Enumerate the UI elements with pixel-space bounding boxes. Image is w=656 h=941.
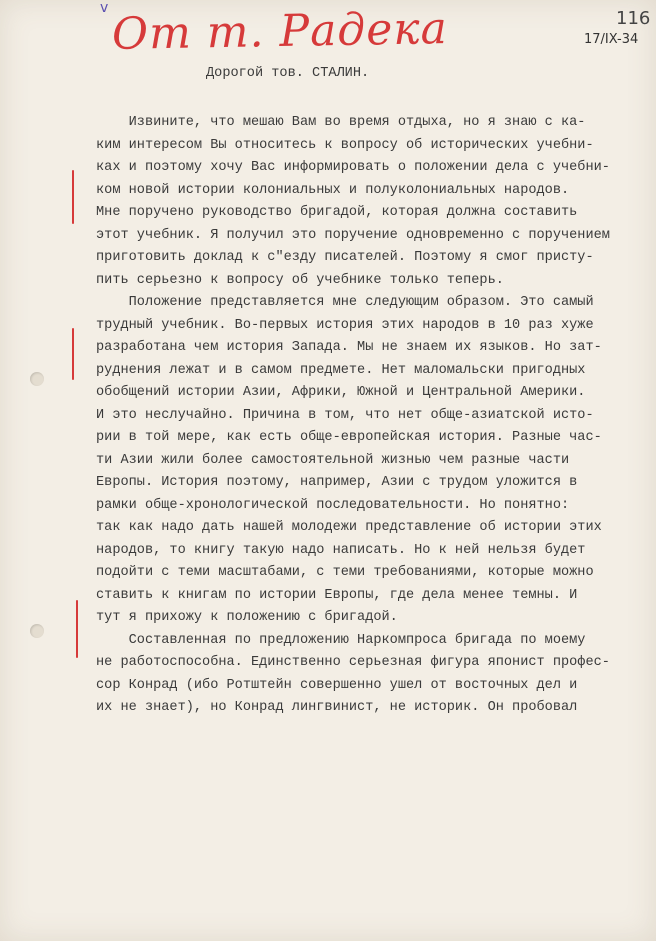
text-line: так как надо дать нашей молодежи представление об истории этих — [96, 520, 602, 535]
text-line: Мне поручено руководство бригадой, которая должна составить — [96, 205, 578, 220]
text-line: ком новой истории колониальных и полуколониальных народов. — [96, 182, 570, 198]
text-line: ти Азии жили более самостоятельной жизнью чем разные части — [96, 452, 570, 468]
text-line: пить серьезно к вопросу об учебнике только теперь. — [96, 272, 504, 288]
text-line: их не знает), но Конрад лингвинист, не историк. Он пробовал — [96, 700, 578, 715]
text-line: Европы. История поэтому, например, Азии с трудом уложится в — [96, 475, 578, 490]
handwritten-date: 17/IX-34 — [584, 32, 639, 47]
red-margin-mark — [72, 328, 74, 380]
red-margin-mark — [76, 600, 78, 658]
page-number: 116 — [616, 8, 651, 29]
text-line: подойти с теми масштабами, с теми требованиями, которые можно — [96, 565, 594, 580]
text-line: Составленная по предложению Наркомпроса бригада по моему — [96, 632, 586, 648]
text-line: приготовить доклад к с"езду писателей. Поэтому я смог присту- — [96, 250, 594, 265]
handwritten-title: От т. Радека — [111, 3, 449, 60]
text-line: ках и поэтому хочу Вас информировать о положении дела с учебни- — [96, 160, 610, 175]
text-line: рамки обще-хронологической последовательности. Но понятно: — [96, 497, 570, 513]
text-line: обобщений истории Азии, Африки, Южной и Центральной Америки. — [96, 385, 586, 400]
text-line: разработана чем история Запада. Мы не знаем их языков. Но зат- — [96, 340, 602, 355]
text-line: не работоспособна. Единственно серьезная фигура японист профес- — [96, 655, 610, 670]
text-line: ким интересом Вы относитесь к вопросу об исторических учебни- — [96, 137, 594, 153]
text-line: этот учебник. Я получил это поручение одновременно с поручением — [96, 227, 610, 243]
text-line: народов, то книгу такую надо написать. Но к ней нельзя будет — [96, 542, 586, 558]
punch-hole — [30, 372, 44, 386]
text-line: Положение представляется мне следующим образом. Это самый — [96, 295, 594, 310]
punch-hole — [30, 624, 44, 638]
text-line: руднения лежат и в самом предмете. Нет маломальски пригодных — [96, 362, 586, 378]
text-line: тут я прихожу к положению с бригадой. — [96, 610, 398, 625]
text-line: трудный учебник. Во-первых история этих народов в 10 раз хуже — [96, 317, 594, 333]
red-margin-mark — [72, 170, 74, 224]
text-line: ставить к книгам по истории Европы, где дела менее темны. И — [96, 587, 578, 603]
text-line: И это неслучайно. Причина в том, что нет обще-азиатской исто- — [96, 407, 594, 423]
salutation: Дорогой тов. СТАЛИН. — [206, 66, 370, 81]
text-line: сор Конрад (ибо Ротштейн совершенно ушел от восточных дел и — [96, 677, 578, 693]
handwritten-check-mark: v — [100, 0, 109, 16]
text-line: Извините, что мешаю Вам во время отдыха, но я знаю с ка- — [96, 115, 586, 130]
letter-body — [96, 112, 656, 720]
text-line: рии в той мере, как есть обще-европейская история. Разные час- — [96, 430, 602, 445]
